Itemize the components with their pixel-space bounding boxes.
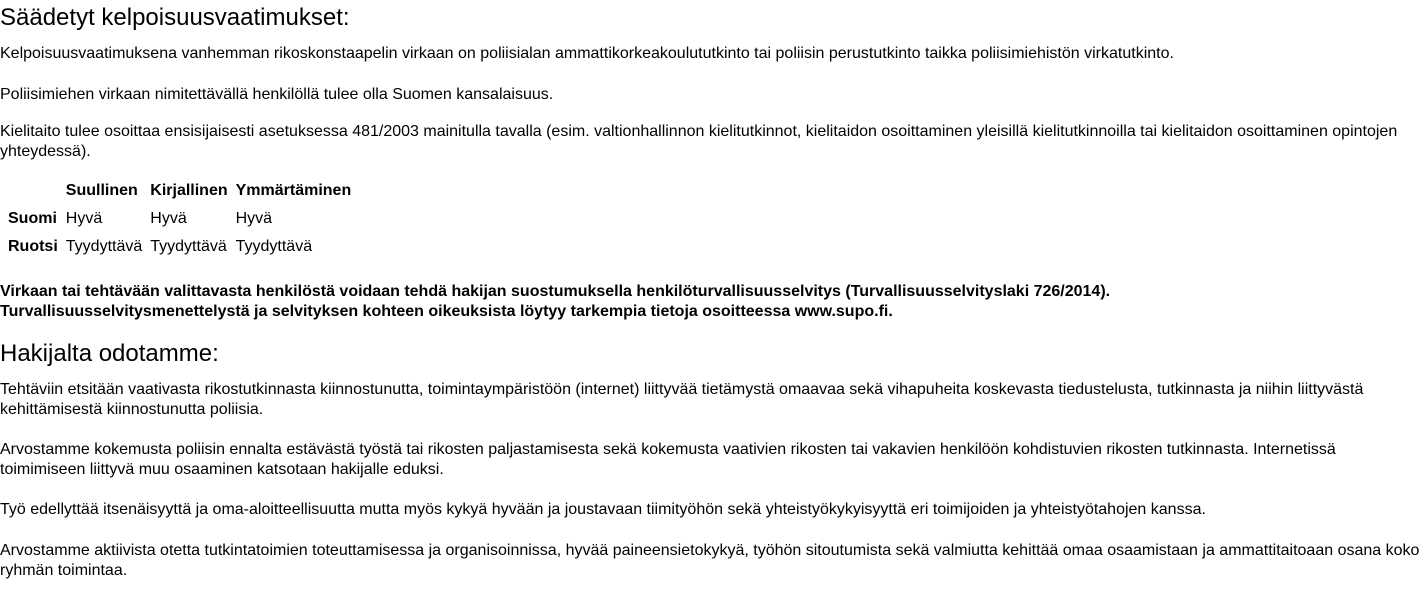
table-cell: Hyvä	[150, 210, 187, 227]
paragraph-citizenship: Poliisimiehen virkaan nimitettävällä henkilöllä tulee olla Suomen kansalaisuus.	[0, 86, 554, 103]
security-note-line-1: Virkaan tai tehtävään valittavasta henkilöstä voidaan tehdä hakijan suostumuksella henkilöturvallisuusselvitys (Turvallisuusselvityslaki 726/2014).	[0, 283, 1111, 300]
paragraph-teamwork: Työ edellyttää itsenäisyyttä ja oma-aloitteellisuutta mutta myös kykyä hyvään ja joustavaan tiimityöhön sekä yhteistyökykyisyyttä eri toimijoiden ja yhteistyötahojen kanssa.	[0, 501, 1206, 518]
table-header-oral: Suullinen	[65, 182, 138, 199]
paragraph-experience: Arvostamme kokemusta poliisin ennalta estävästä työstä tai rikosten paljastamisesta sekä kokemusta vaativien rikosten tai vakavien henkilöön kohdistuvien rikosten tutkinnasta. Internetissä toimimiseen liittyvä muu osaaminen katsotaan hakijalle eduksi.	[0, 441, 1336, 478]
table-header-empty	[6, 177, 60, 205]
table-cell: Tyydyttävä	[150, 238, 227, 255]
paragraph-language-skills: Kielitaito tulee osoittaa ensisijaisesti asetuksessa 481/2003 mainitulla tavalla (esim. valtionhallinnon kielitutkinnot, kielitaidon osoittaminen yleisillä kielitutkinnoilla tai kielitaidon osoittaminen opintojen yhteydessä).	[0, 123, 1398, 160]
table-row	[6, 205, 353, 233]
paragraph-role-description: Tehtäviin etsitään vaativasta rikostutkinnasta kiinnostunutta, toimintaympäristöön (internet) liittyvää tietämystä omaavaa sekä vihapuheita koskevasta tiedustelusta, tutkinnasta ja niihin liittyvästä kehittämisestä kiinnostunutta poliisia.	[0, 381, 1364, 418]
language-requirements-table	[2, 177, 357, 261]
section-heading-expectations: Hakijalta odotamme:	[0, 340, 219, 367]
table-header-written: Kirjallinen	[150, 182, 228, 199]
paragraph-qualification-degree: Kelpoisuusvaatimuksena vanhemman rikoskonstaapelin virkaan on poliisialan ammattikorkeakoulututkinto tai poliisin perustutkinto taikka poliisimiehistön virkatutkinto.	[0, 45, 1174, 62]
table-cell: Tyydyttävä	[65, 238, 143, 255]
table-header-row	[6, 177, 353, 205]
table-cell: Hyvä	[235, 210, 273, 227]
table-cell: Tyydyttävä	[235, 238, 313, 255]
security-note-line-2: Turvallisuusselvitysmenettelystä ja selvityksen kohteen oikeuksista löytyy tarkempia tietoja osoitteessa www.supo.fi.	[0, 303, 893, 320]
row-label-swedish: Ruotsi	[8, 238, 58, 255]
paragraph-attitude: Arvostamme aktiivista otetta tutkintatoimien toteuttamisessa ja organisoinnissa, hyvää paineensietokykyä, työhön sitoutumista sekä valmiutta kehittää omaa osaamistaan ja ammattitaitoaan osana koko ryhmän toimintaa.	[0, 542, 1420, 579]
table-row	[6, 233, 353, 261]
table-header-comprehension: Ymmärtäminen	[235, 182, 352, 199]
section-heading-qualifications: Säädetyt kelpoisuusvaatimukset:	[0, 4, 350, 31]
row-label-finnish: Suomi	[8, 210, 57, 227]
security-clearance-note	[0, 282, 1420, 322]
table-cell: Hyvä	[65, 210, 103, 227]
